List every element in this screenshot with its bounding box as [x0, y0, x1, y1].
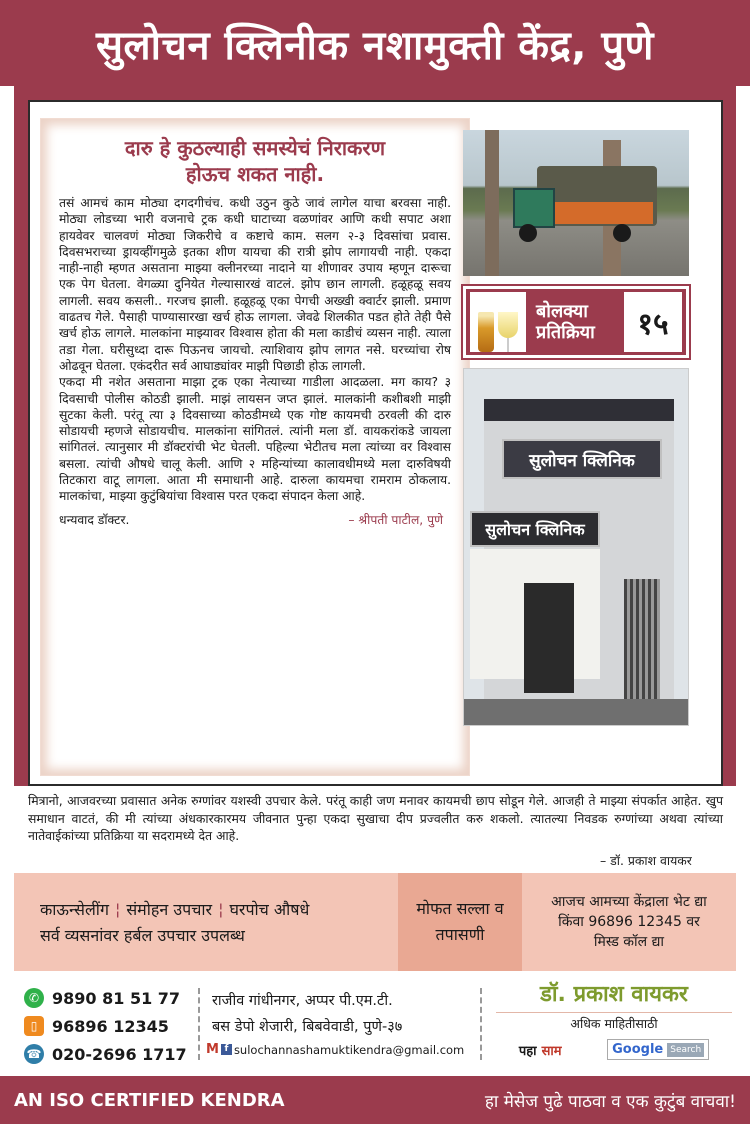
- email-address[interactable]: sulochannashamuktikendra@gmail.com: [233, 1042, 465, 1057]
- gmail-icon: M: [206, 1042, 219, 1057]
- visit-line1: आजच आमच्या केंद्राला भेट द्या: [551, 894, 707, 910]
- building-roof: [484, 399, 674, 421]
- series-badge: [463, 286, 689, 358]
- service-home-delivery: घरपोच औषधे: [229, 900, 310, 919]
- watch-row: [496, 1039, 732, 1060]
- truck-wheel-front: [519, 224, 537, 242]
- page-title: सुलोचन क्लिनीक नशामुक्ती केंद्र, पुणे: [96, 22, 654, 69]
- service-hypnosis: संमोहन उपचार: [126, 900, 213, 919]
- visit-line3: मिस्ड कॉल द्या: [593, 934, 665, 950]
- visit-callout: [522, 873, 736, 971]
- badge-line2: प्रतिक्रिया: [536, 322, 595, 343]
- drinks-icon: [470, 292, 526, 352]
- tree-trunk-left: [485, 130, 499, 276]
- truck-bed: [553, 202, 653, 224]
- forward-message: हा मेसेज पुढे पाठवा व एक कुटुंब वाचवा!: [484, 1091, 736, 1112]
- doctor-note: मित्रानो, आजवरच्या प्रवासात अनेक रुग्णांवर यशस्वी उपचार केले. परंतू काही जण मनावर कायमची छाप सोडून गेले. आजही ते माझ्या संपर्कात आहेत. खुप समाधान वाटतं, की मी त्यांच्या अंधकारकारमय जीवनात पुन्हा एकदा सुखाचा दीप प्रज्वलीत करु शकलो. त्यातल्या निवडक रुग्णांच्या अथवा त्यांच्या नातेवाईकांच्या प्रतिक्रिया या सदरामध्ये देत आहे.: [28, 793, 723, 843]
- wine-glass-icon: [498, 312, 518, 338]
- google-logo: Google: [612, 1042, 664, 1057]
- story-body: [59, 195, 451, 528]
- service-separator: ¦: [218, 900, 224, 919]
- services-band: [14, 873, 736, 971]
- contact-section: [14, 978, 736, 1070]
- services-line2: सर्व व्यसनांवर हर्बल उपचार उपलब्ध: [40, 926, 245, 945]
- whatsapp-number[interactable]: 9890 81 51 77: [52, 988, 181, 1008]
- clinic-door: [524, 583, 574, 693]
- divider: [198, 988, 200, 1060]
- beer-glass-icon: [478, 312, 494, 352]
- story-title: [59, 135, 451, 187]
- divider: [480, 988, 482, 1060]
- doctor-panel: [496, 978, 732, 1060]
- clinic-signboard-upper: सुलोचन क्लिनिक: [502, 439, 662, 479]
- badge-number: १५: [624, 292, 682, 352]
- doctor-note-signature: – डॉ. प्रकाश वायकर: [600, 853, 692, 868]
- testimonial-box: [40, 118, 470, 776]
- story-card: [28, 100, 723, 786]
- badge-title: [536, 301, 624, 343]
- story-paragraph-1: तसं आमचं काम मोठ्या दगदगीचंच. कधी उठुन कुठे जावं लागेल याचा बरवसा नाही. मोठ्या लोडच्या भारी वजनाचे ट्रक कधी घाटाच्या वळणांवर आणि कधी सपाट अशा हायवेवर चालवणं मोठ्या जिकरीचे व कष्टाचे काम. सलग २-३ दिवसांचा प्रवास. दिवसभराच्या ड्रायव्हींगमुळे इतका शीण यायचा की रात्री झोप लागायची नाही. एकदा नाही-नाही म्हणत असताना माझ्या क्लीनरच्या नादाने या शीणावर उपाय म्हणून दारूचा एक पेग घेतला. वेगळ्या दुनियेत गेल्यासारखं वाटलं. झोप छान लागली. हळूहळू सवय लागली. सवय कसली.. गरजच झाली. हळूहळू एका पेगची अख्खी क्वार्टर झाली. प्रमाण वाढतच गेले. पैसाही पाण्यासारखा खर्च होऊ लागला. जेवढे शिलकीत पडत होते तेही पैसे खर्च होऊ लागले. मालकांना माझ्यावर विश्वास होता की मला काडीचं व्यसन नाही. त्याला तडा गेला. घरीसुध्दा दारू पिऊनच जायचो. त्याशिवाय झोप लागत नसे. घरच्यांचा रोष ओढवून घेतला. एकंदरीत सर्व आघाड्यांवर माझी पिछाडी होऊ लागली.: [59, 196, 451, 373]
- badge-line1: बोलक्या: [536, 301, 588, 322]
- iso-certified-label: AN ISO CERTIFIED KENDRA: [14, 1089, 285, 1111]
- story-footer: [59, 511, 451, 528]
- phone-list: [24, 984, 194, 1068]
- watch-saam[interactable]: [519, 1040, 562, 1059]
- mobile-number[interactable]: 96896 12345: [52, 1016, 169, 1036]
- whatsapp-icon: ✆: [24, 988, 44, 1008]
- story-signature: – श्रीपती पाटील, पुणे: [348, 512, 443, 527]
- services-list: [14, 873, 398, 971]
- paha-label: पहा: [518, 1044, 537, 1059]
- story-closing: धन्यवाद डॉक्टर.: [59, 512, 130, 527]
- clinic-photo: [463, 368, 689, 726]
- telephone-icon: ☎: [24, 1044, 44, 1064]
- mobile-icon: ▯: [24, 1016, 44, 1036]
- truck-wheel-rear: [613, 224, 631, 242]
- facebook-icon: f: [221, 1044, 232, 1055]
- free-consultation: [398, 873, 522, 971]
- google-search-box[interactable]: [607, 1039, 709, 1060]
- side-shutter: [624, 579, 660, 719]
- doctor-name: डॉ. प्रकाश वायकर: [496, 978, 732, 1013]
- clinic-signboard-lower: सुलोचन क्लिनिक: [470, 511, 600, 547]
- header-banner: [0, 0, 750, 86]
- address-line1: राजीव गांधीनगर, अप्पर पी.एम.टी.: [212, 993, 393, 1009]
- service-separator: ¦: [114, 900, 121, 919]
- story-title-line1: दारु हे कुठल्याही समस्येचं निराकरण: [124, 136, 386, 160]
- search-button[interactable]: Search: [667, 1043, 704, 1057]
- landline-number[interactable]: 020-2696 1717: [52, 1044, 187, 1064]
- whatsapp-row[interactable]: [24, 984, 194, 1012]
- visit-line2: किंवा 96896 12345 वर: [558, 914, 700, 930]
- truck-cab: [513, 188, 555, 228]
- ground-floor: [464, 699, 689, 726]
- footer-bar: [0, 1076, 750, 1124]
- saam-tv-logo: साम: [541, 1044, 562, 1059]
- service-counseling: काऊन्सेलींग: [40, 900, 109, 919]
- free-line1: मोफत सल्ला व: [416, 899, 504, 918]
- address: [212, 988, 472, 1040]
- story-title-line2: होऊच शकत नाही.: [185, 162, 325, 186]
- story-paragraph-2: एकदा मी नशेत असताना माझा ट्रक एका नेत्याच्या गाडीला आदळला. मग काय? ३ दिवसाची पोलीस कोठडी झाली. माझं लायसन जप्त झालं. मालकांनी कशीबशी माझी सुटका केली. परंतू त्या ३ दिवसाच्या कोठडीमध्ये एक गोष्ट कायमची ठरवली की दारु सोडायची म्हणजे सोडायचीच. मालकांना सांगितलं. त्यांनी मला डॉ. वायकरांकडे जायला सांगितलं. त्यानुसार मी डॉक्टरांची भेट घेतली. पहिल्या भेटीतच मला त्यांच्या वर विश्वास बसला. त्यांची औषधे चालू केली. आणि २ महिन्यांच्या कालावधीमध्ये मला दारुविषयी तिटकारा वाटू लागला. आता मी समाधानी आहे. दारुला कायमचा रामराम ठोकलाय. मालकांचा, माझ्या कुटुंबियांचा विश्वास परत एकदा संपादन केला आहे.: [59, 375, 451, 504]
- email-row[interactable]: [206, 1042, 464, 1057]
- more-info-label: अधिक माहितीसाठी: [570, 1016, 658, 1031]
- mobile-row[interactable]: [24, 1012, 194, 1040]
- address-line2: बस डेपो शेजारी, बिबवेवाडी, पुणे-३७: [212, 1019, 403, 1035]
- free-line2: तपासणी: [435, 925, 485, 944]
- services-line1: [40, 897, 398, 923]
- landline-row[interactable]: [24, 1040, 194, 1068]
- truck-photo: [463, 130, 689, 276]
